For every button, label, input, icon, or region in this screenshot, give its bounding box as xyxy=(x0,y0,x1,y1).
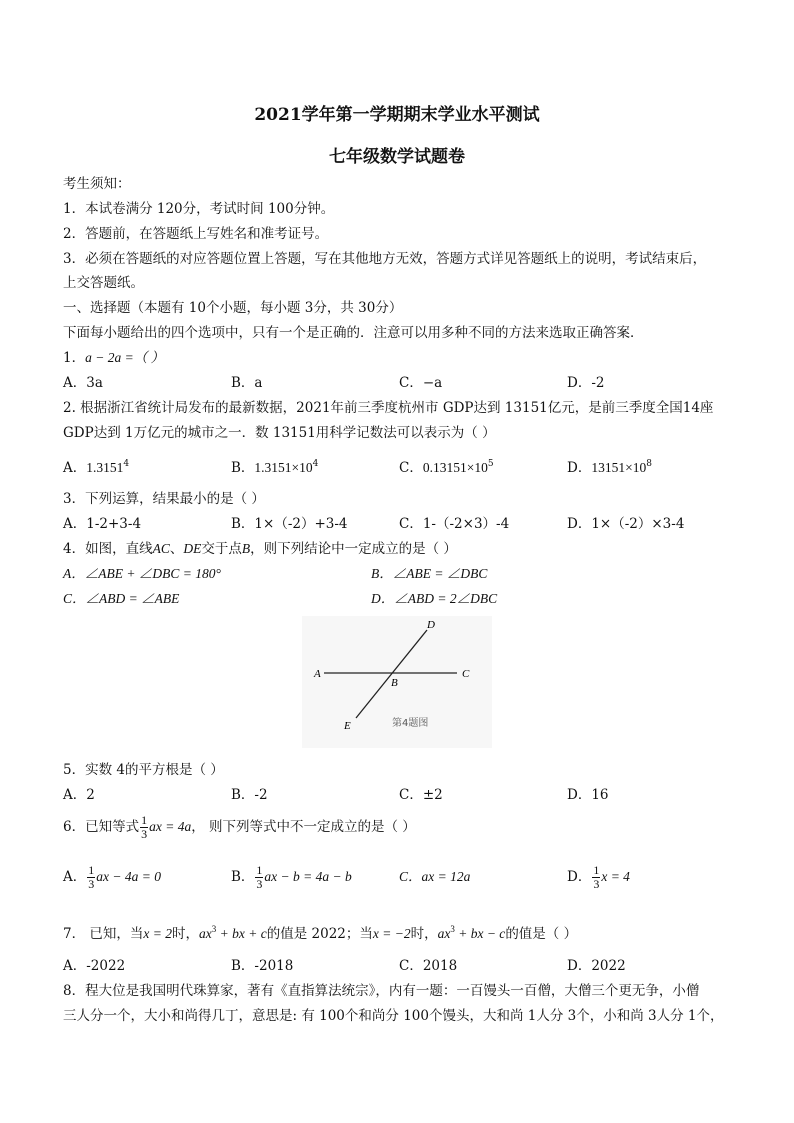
option-expression: ax − b = 4a − b xyxy=(264,869,352,884)
question-2-option-b xyxy=(231,460,318,476)
question-6-option-c: C．ax = 12a xyxy=(399,869,471,884)
notice-item-3-line-1: 3．必须在答题纸的对应答题位置上答题，写在其他地方无效，答题方式详见答题纸上的说明，考试结束后， xyxy=(63,251,707,267)
fraction-one-third xyxy=(592,864,600,891)
expression-1-rest: + bx + c xyxy=(216,926,267,941)
stem-text: 时， xyxy=(410,926,438,942)
question-3-option-d: D．1×（-2）×3-4 xyxy=(567,516,685,532)
label-b: B xyxy=(391,677,398,689)
question-7-stem xyxy=(63,926,577,942)
notice-heading: 考生须知： xyxy=(63,176,131,192)
stem-text: 7． 已知，当 xyxy=(63,926,144,942)
intersecting-lines-diagram xyxy=(302,616,492,748)
stem-text: 6．已知等式 xyxy=(63,819,140,835)
fraction-numerator: 1 xyxy=(256,863,263,877)
option-value: 13151×10 xyxy=(591,460,647,475)
question-7-option-c: C．2018 xyxy=(399,958,458,974)
condition-1: x = 2 xyxy=(143,926,172,941)
question-3-option-c: C．1-（-2×3）-4 xyxy=(399,516,510,532)
notice-item-2: 2．答题前，在答题纸上写姓名和准考证号。 xyxy=(63,226,329,242)
fraction-one-third xyxy=(140,814,148,841)
question-8-line-1: 8．程大位是我国明代珠算家，著有《直指算法统宗》，内有一题：一百馒头一百僧，大僧三个更无争，小僧 xyxy=(63,983,700,999)
stem-text: 的值是（ ） xyxy=(505,926,578,942)
question-7-option-a: A．-2022 xyxy=(63,958,126,974)
question-3-option-b: B．1×（-2）+3-4 xyxy=(231,516,348,532)
question-2-option-c xyxy=(399,460,494,476)
question-1-number: 1． xyxy=(63,350,86,366)
exam-subtitle: 七年级数学试题卷 xyxy=(329,147,465,167)
question-1-stem xyxy=(63,350,164,366)
question-1-option-b: B．a xyxy=(231,375,263,391)
exam-title: 2021学年第一学期期末学业水平测试 xyxy=(254,105,540,125)
question-3-option-a: A．1-2+3-4 xyxy=(63,516,142,532)
expression-2: ax xyxy=(437,926,451,941)
notice-item-1: 1．本试卷满分 120分，考试时间 100分钟。 xyxy=(63,201,335,217)
line-ac: AC xyxy=(152,541,170,556)
option-label: A． xyxy=(63,460,87,476)
question-1-option-a: A．3a xyxy=(63,375,103,391)
question-5-option-c: C．±2 xyxy=(399,787,443,803)
question-1-expression: a − 2a =（ ） xyxy=(85,350,165,365)
option-exponent: 4 xyxy=(123,459,130,469)
section-intro: 下面每小题给出的四个选项中，只有一个是正确的．注意可以用多种不同的方法来选取正确答案． xyxy=(63,325,644,341)
option-exponent: 5 xyxy=(487,459,494,469)
label-d: D xyxy=(427,619,435,631)
exponent: 3 xyxy=(211,924,217,934)
option-value: 1.3151 xyxy=(86,460,124,475)
option-value: 1.3151×10 xyxy=(254,460,313,475)
question-4-option-b: B．∠ABE = ∠DBC xyxy=(371,566,488,581)
line-de: DE xyxy=(183,541,202,556)
question-5-option-a: A．2 xyxy=(63,787,95,803)
question-3-stem: 3．下列运算，结果最小的是（ ） xyxy=(63,491,265,507)
option-exponent: 4 xyxy=(312,459,319,469)
question-2-option-d xyxy=(567,460,652,476)
stem-text: 的值是 2022；当 xyxy=(266,926,373,942)
fraction-denominator: 3 xyxy=(88,877,95,891)
question-7-option-b: B．-2018 xyxy=(231,958,294,974)
option-label: A． xyxy=(63,869,87,885)
question-1-option-c: C．−a xyxy=(399,375,443,391)
question-6-stem xyxy=(63,812,416,842)
label-a: A xyxy=(314,668,321,680)
condition-2: x = −2 xyxy=(372,926,411,941)
option-label: D． xyxy=(567,869,592,885)
option-label: B． xyxy=(231,869,255,885)
label-e: E xyxy=(344,720,351,732)
stem-text: 交于点 xyxy=(201,541,242,557)
option-label: D． xyxy=(567,460,592,476)
question-4-option-d: D．∠ABD = 2∠DBC xyxy=(371,591,498,606)
exponent: 3 xyxy=(450,924,455,934)
question-2-line-2: GDP达到 1万亿元的城市之一．数 13151用科学记数法可以表示为（ ） xyxy=(63,425,496,441)
stem-text: ，则下列结论中一定成立的是（ ） xyxy=(250,541,457,557)
option-expression: x = 4 xyxy=(601,869,630,884)
question-6-option-d xyxy=(567,862,630,892)
question-7-option-d: D．2022 xyxy=(567,958,626,974)
question-4-stem xyxy=(63,541,457,557)
fraction-one-third xyxy=(87,864,95,891)
notice-item-3-line-2: 上交答题纸。 xyxy=(63,275,144,291)
question-4-option-a: A．∠ABE + ∠DBC = 180° xyxy=(63,566,221,581)
fraction-denominator: 3 xyxy=(256,877,263,891)
expression-2-rest: + bx − c xyxy=(454,926,506,941)
equation: ax = 4a xyxy=(149,819,192,834)
option-exponent: 8 xyxy=(646,459,652,469)
fraction-one-third xyxy=(255,864,263,891)
question-4-figure xyxy=(302,616,492,748)
option-expression: ax − 4a = 0 xyxy=(96,869,161,884)
stem-text: 4．如图，直线 xyxy=(63,541,153,557)
question-2-line-1: 2. 根据浙江省统计局发布的最新数据，2021年前三季度杭州市 GDP达到 13151亿元，是前三季度全国14座 xyxy=(63,400,714,416)
option-label: C． xyxy=(399,460,423,476)
question-1-option-d: D．-2 xyxy=(567,375,605,391)
question-4-option-c: C．∠ABD = ∠ABE xyxy=(63,591,180,606)
figure-caption: 第4题图 xyxy=(392,718,429,729)
question-5-stem: 5．实数 4的平方根是（ ） xyxy=(63,762,224,778)
fraction-numerator: 1 xyxy=(141,813,148,827)
stem-text: 时， xyxy=(172,926,199,942)
fraction-denominator: 3 xyxy=(141,827,148,841)
label-c: C xyxy=(462,668,470,680)
question-8-line-2: 三人分一个，大小和尚得几丁，意思是: 有 100个和尚分 100个馒头，大和尚 1人分 3个，小和尚 3人分 1个， xyxy=(63,1008,724,1024)
point-b: B xyxy=(241,541,251,556)
option-label: B． xyxy=(231,460,255,476)
question-5-option-b: B．-2 xyxy=(231,787,268,803)
question-6-option-b xyxy=(231,862,352,892)
fraction-denominator: 3 xyxy=(593,877,600,891)
fraction-numerator: 1 xyxy=(593,863,600,877)
stem-text: ， 则下列等式中不一定成立的是（ ） xyxy=(191,819,416,835)
stem-text: 、 xyxy=(169,541,184,557)
question-2-option-a xyxy=(63,460,129,476)
question-5-option-d: D．16 xyxy=(567,787,609,803)
fraction-numerator: 1 xyxy=(88,863,95,877)
option-value: 0.13151×10 xyxy=(422,460,488,475)
expression-1: ax xyxy=(199,926,212,941)
question-6-option-a xyxy=(63,862,161,892)
section-heading: 一、选择题（本题有 10个小题，每小题 3分，共 30分） xyxy=(63,300,403,316)
